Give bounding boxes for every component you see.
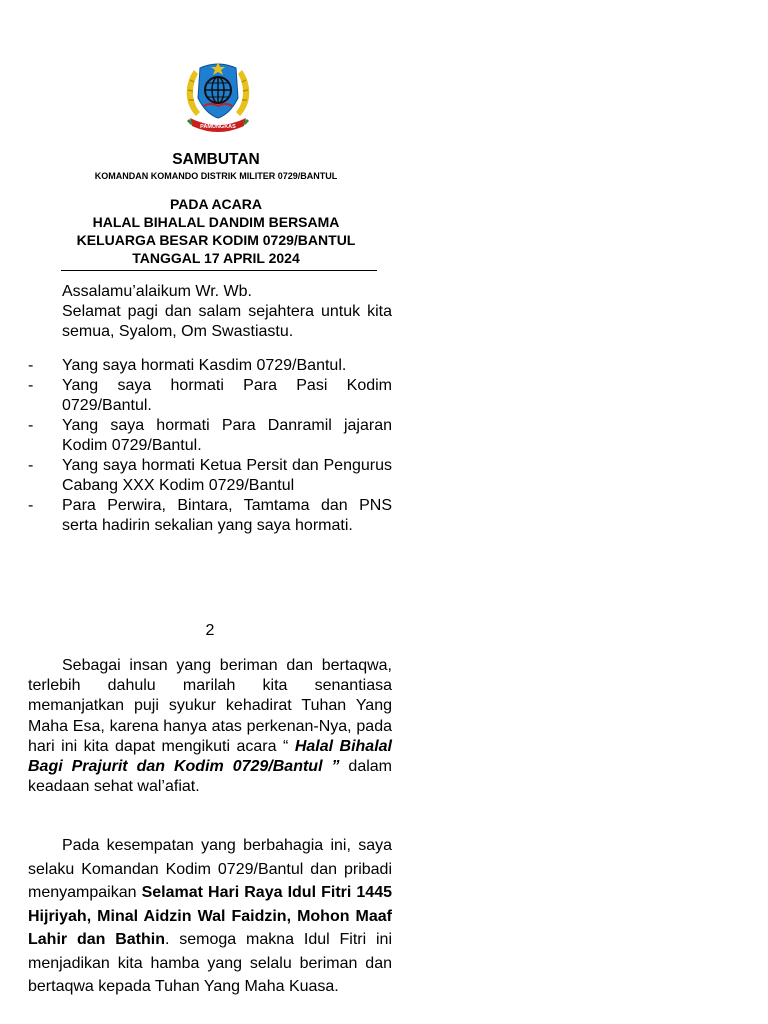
list-dash: - [28, 497, 34, 514]
event-line: HALAL BIHALAL DANDIM BERSAMA [92, 214, 340, 230]
document-title: SAMBUTAN [172, 151, 260, 168]
paragraph-text: . semoga makna Idul Fitri ini menjadikan kita hamba yang selalu beriman dan bertaqwa kepada Tuhan Yang Maha Kuasa. [28, 931, 392, 995]
list-item [28, 416, 392, 456]
greeting-block [62, 282, 392, 342]
page-number: 2 [205, 622, 215, 639]
body-paragraph [28, 834, 392, 999]
list-dash: - [28, 377, 34, 394]
list-dash: - [28, 457, 34, 474]
greeting-line: Selamat pagi dan salam sejahtera untuk kita semua, Syalom, Om Swastiastu. [62, 303, 392, 340]
list-dash: - [28, 417, 34, 434]
paragraph-text: dalam keadaan sehat wal’afiat. [28, 758, 392, 796]
salutation-text: Yang saya hormati Ketua Persit dan Pengurus Cabang XXX Kodim 0729/Bantul [62, 457, 392, 494]
event-heading [30, 195, 402, 267]
list-item [28, 376, 392, 416]
list-item [28, 496, 392, 536]
salutation-text: Yang saya hormati Para Pasi Kodim 0729/Bantul. [62, 377, 392, 414]
list-item [28, 356, 392, 376]
salutation-text: Para Perwira, Bintara, Tamtama dan PNS serta hadirin sekalian yang saya hormati. [62, 497, 392, 534]
paragraph-text: Pada kesempatan yang berbahagia ini, saya selaku Komandan Kodim 0729/Bantul dan pribadi menyampaikan [28, 837, 392, 901]
event-line: KELUARGA BESAR KODIM 0729/BANTUL [76, 232, 356, 248]
heading-divider [61, 270, 377, 271]
paragraph-text: Sebagai insan yang beriman dan bertaqwa, terlebih dahulu marilah kita senantiasa memanjatkan puji syukur kehadirat Tuhan Yang Maha Esa, karena hanya atas perkenan-Nya, pada hari ini kita dapat mengikuti acara “ [28, 657, 392, 755]
list-item [28, 456, 392, 496]
salutation-text: Yang saya hormati Para Danramil jajaran Kodim 0729/Bantul. [62, 417, 392, 454]
kodim-emblem-logo [180, 58, 256, 136]
salutation-text: Yang saya hormati Kasdim 0729/Bantul. [62, 357, 347, 374]
event-line: TANGGAL 17 APRIL 2024 [132, 250, 300, 266]
salutation-list [28, 356, 392, 536]
body-paragraph [28, 656, 392, 797]
event-line: PADA ACARA [169, 196, 263, 212]
logo-banner-text: PAMUNGKAS [200, 124, 236, 130]
greeting-emphasis: Selamat Hari Raya Idul Fitri 1445 Hijriyah, Minal Aidzin Wal Faidzin, Mohon Maaf Lahir dan Bathin [28, 884, 393, 948]
document-subtitle: KOMANDAN KOMANDO DISTRIK MILITER 0729/BANTUL [94, 171, 338, 181]
list-dash: - [28, 357, 34, 374]
event-name-emphasis: Halal Bihalal Bagi Prajurit dan Kodim 0729/Bantul ” [28, 737, 392, 776]
greeting-line: Assalamu’alaikum Wr. Wb. [62, 283, 252, 300]
